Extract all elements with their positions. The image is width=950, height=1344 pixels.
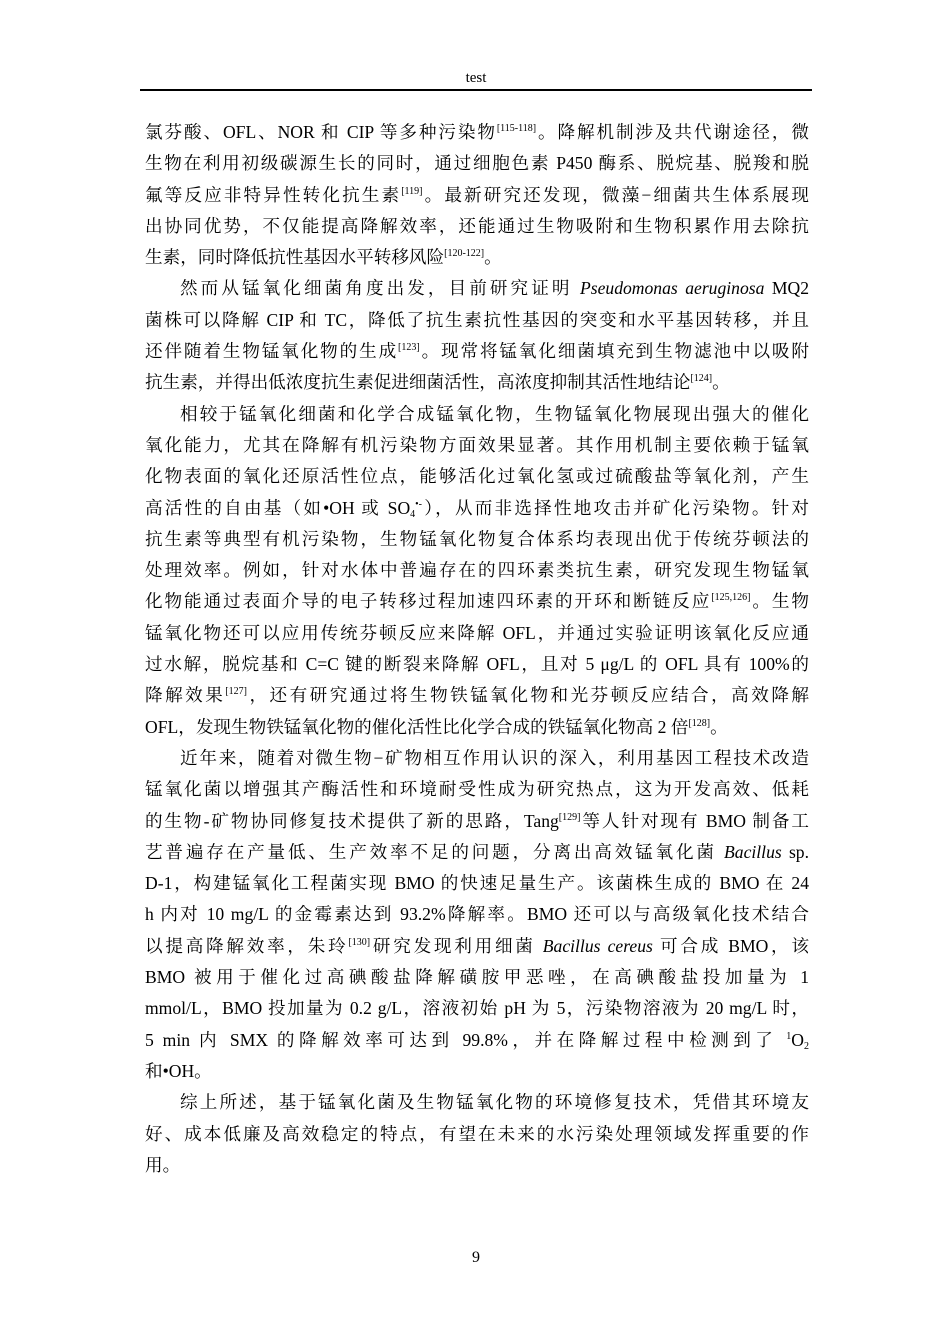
body-text — [145, 117, 809, 1181]
superscript: [120-122] — [444, 248, 485, 260]
text-run: 。 — [712, 372, 730, 393]
text-run: 生素，同时降低抗性基因水平转移风险 — [145, 247, 445, 268]
text-line — [145, 1025, 809, 1056]
text-run: 艺普遍存在产量低、生产效率不足的问题，分离出高效锰氧化菌 — [145, 841, 725, 862]
text-run: ，还有研究通过将生物铁锰氧化物和光芬顿反应结合，高效降解 — [246, 685, 809, 706]
text-run: 。最新研究还发现，微藻−细菌共生体系展现 — [422, 184, 809, 205]
superscript: [129] — [558, 811, 581, 823]
text-run: 抗生素等典型有机污染物，生物锰氧化物复合体系均表现出优于传统芬顿法的 — [145, 528, 809, 549]
text-run: 可合成 BMO，该 — [652, 935, 809, 956]
text-run: 锰氧化菌以增强其产酶活性和环境耐受性成为研究热点，这为开发高效、低耗 — [145, 779, 809, 800]
text-run: ），从而非选择性地攻击并矿化污染物。针对 — [422, 497, 810, 518]
italic-species-name: Bacillus — [724, 841, 782, 862]
text-run: BMO 被用于催化过高碘酸盐降解磺胺甲恶唑，在高碘酸盐投加量为 1 — [145, 967, 809, 988]
superscript: •- — [415, 498, 422, 510]
subscript: 2 — [804, 1040, 809, 1052]
text-line — [145, 1119, 809, 1150]
text-run: 。现常将锰氧化细菌填充到生物滤池中以吸附 — [419, 341, 809, 362]
text-run: 抗生素，并得出低浓度抗生素促进细菌活性，高浓度抑制其活性地结论 — [145, 372, 691, 393]
text-line — [145, 743, 809, 774]
text-run: 5 min 内 SMX 的降解效率可达到 99.8%，并在降解过程中检测到了 — [145, 1029, 787, 1050]
text-run: 等人针对现有 BMO 制备工 — [580, 810, 809, 831]
text-line — [145, 649, 809, 680]
superscript: [125,126] — [711, 592, 751, 604]
text-run: 用。 — [145, 1154, 181, 1175]
text-line — [145, 524, 809, 555]
text-run: O — [791, 1029, 804, 1050]
text-run: 化物能通过表面介导的电子转移过程加速四环素的开环和断链反应 — [145, 591, 712, 612]
text-line — [145, 117, 809, 148]
text-line — [145, 1150, 809, 1181]
text-run: 综上所述，基于锰氧化菌及生物锰氧化物的环境修复技术，凭借其环境友 — [180, 1092, 809, 1113]
superscript: [130] — [348, 936, 371, 948]
text-line — [145, 493, 809, 524]
text-run: 出协同优势，不仅能提高降解效率，还能通过生物吸附和生物积累作用去除抗 — [145, 215, 809, 236]
text-line — [145, 618, 809, 649]
text-line — [145, 899, 809, 930]
text-run: 降解效果 — [145, 685, 226, 706]
text-run: 近年来，随着对微生物−矿物相互作用认识的深入，利用基因工程技术改造 — [180, 747, 809, 768]
text-run: 的生物-矿物协同修复技术提供了新的思路，Tang — [145, 810, 559, 831]
text-run: 氧化能力，尤其在降解有机污染物方面效果显著。其作用机制主要依赖于锰氧 — [145, 434, 809, 455]
text-run: 化物表面的氧化还原活性位点，能够活化过氧化氢或过硫酸盐等氧化剂，产生 — [145, 466, 809, 487]
text-run: 研究发现利用细菌 — [370, 935, 543, 956]
text-run: 。 — [710, 716, 728, 737]
text-line — [145, 148, 809, 179]
text-run: 氯芬酸、OFL、NOR 和 CIP 等多种污染物 — [145, 122, 497, 142]
text-line — [145, 1056, 809, 1087]
text-line — [145, 868, 809, 899]
text-run: 。降解机制涉及共代谢途径，微 — [536, 122, 809, 142]
italic-species-name: Pseudomonas aeruginosa — [580, 278, 765, 299]
superscript: 1 — [786, 1030, 792, 1042]
text-line — [145, 586, 809, 617]
text-line — [145, 806, 809, 837]
text-run: MQ2 — [764, 278, 810, 299]
text-line — [145, 180, 809, 211]
text-run: 氟等反应非特异性转化抗生素 — [145, 184, 402, 205]
text-run: 高活性的自由基（如•OH 或 SO — [145, 497, 411, 518]
text-run: 然而从锰氧化细菌角度出发，目前研究证明 — [180, 278, 581, 299]
text-line — [145, 555, 809, 586]
text-run: 生物在利用初级碳源生长的同时，通过细胞色素 P450 酶系、脱烷基、脱羧和脱 — [145, 153, 809, 174]
text-run: 锰氧化物还可以应用传统芬顿反应来降解 OFL，并通过实验证明该氧化反应通 — [145, 622, 809, 643]
text-line — [145, 1087, 809, 1118]
superscript: [123] — [398, 342, 420, 354]
text-run: 。生物 — [750, 591, 809, 612]
text-run: mmol/L，BMO 投加量为 0.2 g/L，溶液初始 pH 为 5，污染物溶液为 20 mg/L 时， — [145, 998, 809, 1019]
superscript: [115-118] — [496, 123, 537, 134]
italic-species-name: Bacillus cereus — [542, 935, 653, 956]
text-line — [145, 336, 809, 367]
text-run: 以提高降解效率，朱玲 — [145, 935, 349, 956]
text-line — [145, 399, 809, 430]
text-run: 。 — [484, 247, 502, 268]
text-line — [145, 461, 809, 492]
text-line — [145, 273, 809, 304]
text-run: 和•OH。 — [145, 1060, 212, 1081]
header-rule — [140, 89, 812, 91]
text-run: 相较于锰氧化细菌和化学合成锰氧化物，生物锰氧化物展现出强大的催化 — [180, 403, 809, 424]
text-line — [145, 993, 809, 1024]
text-run: 菌株可以降解 CIP 和 TC，降低了抗生素抗性基因的突变和水平基因转移，并且 — [145, 309, 809, 330]
text-run: sp. — [781, 841, 809, 862]
text-run: 还伴随着生物锰氧化物的生成 — [145, 341, 399, 362]
text-run: h 内对 10 mg/L 的金霉素达到 93.2%降解率。BMO 还可以与高级氧化技术结合 — [145, 904, 809, 925]
superscript: [124] — [690, 373, 713, 385]
superscript: [128] — [688, 717, 711, 729]
text-line — [145, 305, 809, 336]
running-header: test — [465, 70, 487, 86]
text-line — [145, 367, 809, 398]
text-run: D-1，构建锰氧化工程菌实现 BMO 的快速足量生产。该菌株生成的 BMO 在 24 — [145, 873, 809, 894]
subscript: 4 — [410, 508, 416, 520]
text-line — [145, 774, 809, 805]
text-run: OFL，发现生物铁锰氧化物的催化活性比化学合成的铁锰氧化物高 2 倍 — [145, 716, 689, 737]
text-line — [145, 931, 809, 962]
text-line — [145, 211, 809, 242]
text-line — [145, 712, 809, 743]
text-line — [145, 962, 809, 993]
superscript: [127] — [225, 686, 247, 698]
text-run: 处理效率。例如，针对水体中普遍存在的四环素类抗生素，研究发现生物锰氧 — [145, 560, 809, 581]
text-line — [145, 430, 809, 461]
superscript: [119] — [401, 185, 423, 197]
text-run: 好、成本低廉及高效稳定的特点，有望在未来的水污染处理领域发挥重要的作 — [145, 1123, 809, 1144]
text-line — [145, 680, 809, 711]
text-line — [145, 242, 809, 273]
text-line — [145, 837, 809, 868]
page-number: 9 — [472, 1249, 480, 1266]
text-run: 过水解，脱烷基和 C=C 键的断裂来降解 OFL，且对 5 μg/L 的 OFL 具有 100%的 — [145, 654, 809, 675]
